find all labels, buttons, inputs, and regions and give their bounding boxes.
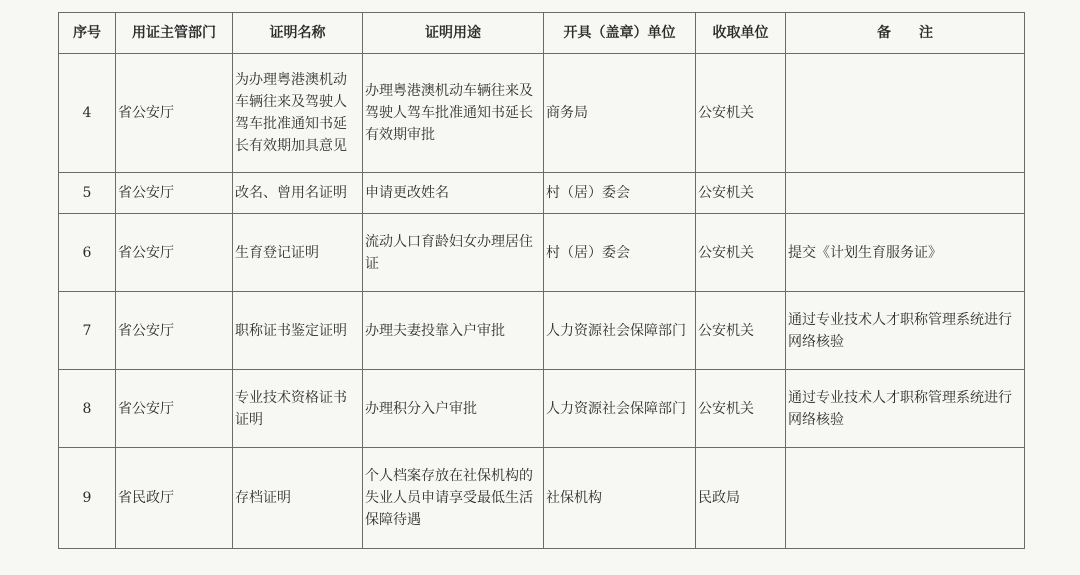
row-note: [786, 173, 1025, 214]
row-note: 通过专业技术人才职称管理系统进行网络核验: [786, 370, 1025, 448]
row-receiver: 民政局: [696, 448, 786, 549]
header-use: 证明用途: [363, 13, 544, 54]
row-no: 7: [59, 292, 116, 370]
row-issuer: 村（居）委会: [544, 173, 696, 214]
table-row: [59, 214, 1025, 292]
row-note: 通过专业技术人才职称管理系统进行网络核验: [786, 292, 1025, 370]
row-receiver: 公安机关: [696, 173, 786, 214]
row-dept: 省公安厅: [116, 214, 233, 292]
row-dept: 省公安厅: [116, 292, 233, 370]
row-no: 4: [59, 54, 116, 173]
table-row: [59, 292, 1025, 370]
table-header-row: [59, 13, 1025, 54]
header-name: 证明名称: [233, 13, 363, 54]
row-name: 存档证明: [233, 448, 363, 549]
row-note: 提交《计划生育服务证》: [786, 214, 1025, 292]
table-row: [59, 448, 1025, 549]
row-receiver: 公安机关: [696, 214, 786, 292]
header-dept: 用证主管部门: [116, 13, 233, 54]
row-no: 9: [59, 448, 116, 549]
row-issuer: 人力资源社会保障部门: [544, 370, 696, 448]
row-note: [786, 448, 1025, 549]
certificate-table: [58, 12, 1025, 549]
row-name: 专业技术资格证书证明: [233, 370, 363, 448]
row-issuer: 人力资源社会保障部门: [544, 292, 696, 370]
row-use: 流动人口育龄妇女办理居住证: [363, 214, 544, 292]
row-receiver: 公安机关: [696, 292, 786, 370]
row-no: 8: [59, 370, 116, 448]
row-dept: 省民政厅: [116, 448, 233, 549]
row-use: 办理夫妻投靠入户审批: [363, 292, 544, 370]
row-dept: 省公安厅: [116, 173, 233, 214]
row-issuer: 商务局: [544, 54, 696, 173]
row-dept: 省公安厅: [116, 370, 233, 448]
row-issuer: 村（居）委会: [544, 214, 696, 292]
table-row: [59, 54, 1025, 173]
row-no: 5: [59, 173, 116, 214]
row-receiver: 公安机关: [696, 54, 786, 173]
row-name: 改名、曾用名证明: [233, 173, 363, 214]
row-no: 6: [59, 214, 116, 292]
row-use: 办理积分入户审批: [363, 370, 544, 448]
header-note: 备 注: [786, 13, 1025, 54]
row-name: 职称证书鉴定证明: [233, 292, 363, 370]
header-no: 序号: [59, 13, 116, 54]
row-name: 生育登记证明: [233, 214, 363, 292]
row-issuer: 社保机构: [544, 448, 696, 549]
row-receiver: 公安机关: [696, 370, 786, 448]
row-dept: 省公安厅: [116, 54, 233, 173]
row-use: 申请更改姓名: [363, 173, 544, 214]
row-use: 办理粤港澳机动车辆往来及驾驶人驾车批准通知书延长有效期审批: [363, 54, 544, 173]
row-use: 个人档案存放在社保机构的失业人员申请享受最低生活保障待遇: [363, 448, 544, 549]
row-name: 为办理粤港澳机动车辆往来及驾驶人驾车批准通知书延长有效期加具意见: [233, 54, 363, 173]
table-row: [59, 370, 1025, 448]
header-receiver: 收取单位: [696, 13, 786, 54]
table-row: [59, 173, 1025, 214]
row-note: [786, 54, 1025, 173]
header-issuer: 开具（盖章）单位: [544, 13, 696, 54]
